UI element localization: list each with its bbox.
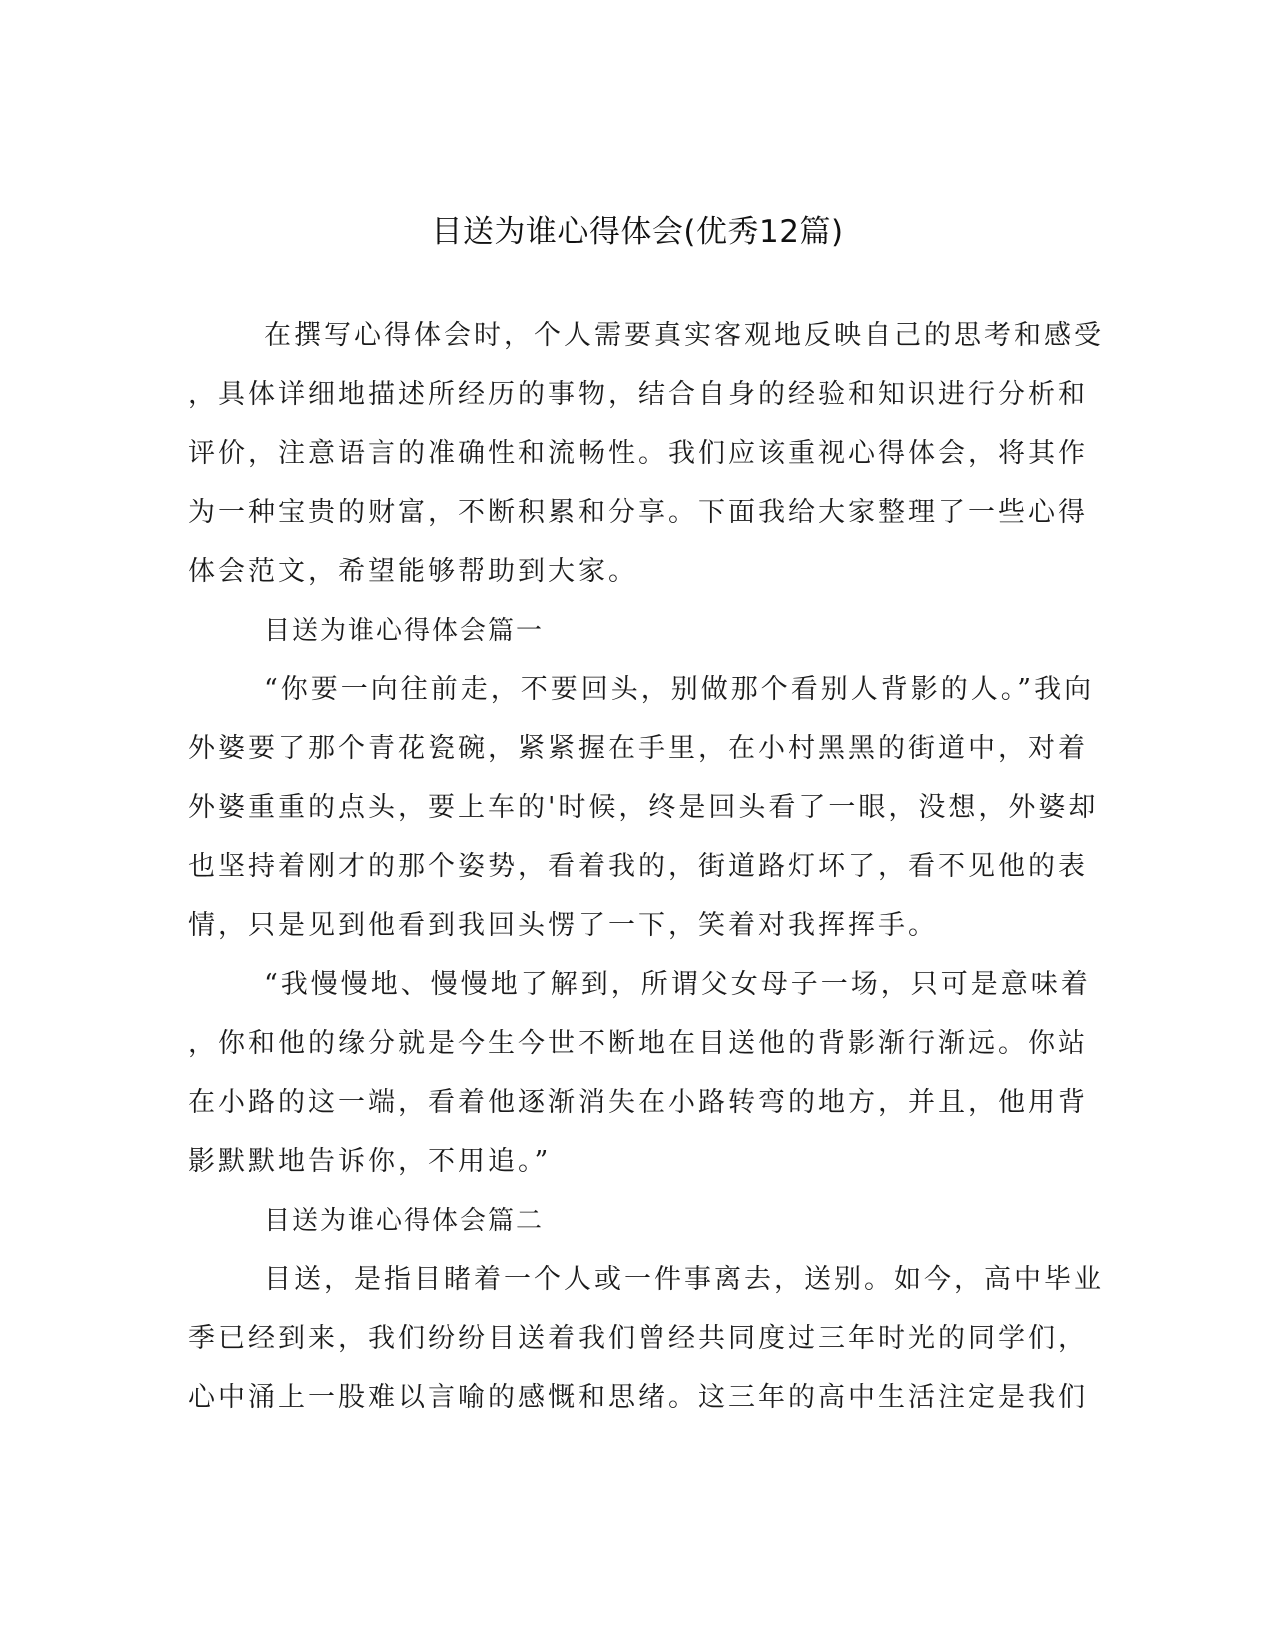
paragraph-line: 在小路的这一端，看着他逐渐消失在小路转弯的地方，并且，他用背 [188,1087,1088,1118]
paragraph-line: “你要一向往前走，不要回头，别做那个看别人背影的人。”我向 [264,674,1095,705]
paragraph-line: 外婆重重的点头，要上车的'时候，终是回头看了一眼，没想，外婆却 [188,792,1099,823]
paragraph-line: 体会范文，希望能够帮助到大家。 [188,556,638,587]
section-heading: 目送为谁心得体会篇二 [264,1206,545,1236]
paragraph-line: 心中涌上一股难以言喻的感慨和思绪。这三年的高中生活注定是我们 [188,1382,1088,1413]
paragraph-line: 也坚持着刚才的那个姿势，看着我的，街道路灯坏了，看不见他的表 [188,851,1088,882]
paragraph-line: “我慢慢地、慢慢地了解到，所谓父女母子一场，只可是意味着 [264,969,1091,1000]
paragraph-line: 外婆要了那个青花瓷碗，紧紧握在手里，在小村黑黑的街道中，对着 [188,733,1088,764]
paragraph-line: 季已经到来，我们纷纷目送着我们曾经共同度过三年时光的同学们， [188,1323,1088,1354]
section-heading: 目送为谁心得体会篇一 [264,616,545,646]
paragraph-line: 情，只是见到他看到我回头愣了一下，笑着对我挥挥手。 [188,910,938,941]
paragraph-line: 评价，注意语言的准确性和流畅性。我们应该重视心得体会，将其作 [188,438,1088,469]
paragraph-line: 影默默地告诉你，不用追。” [188,1146,552,1177]
paragraph-line: 目送，是指目睹着一个人或一件事离去，送别。如今，高中毕业 [264,1264,1104,1295]
paragraph-line: 在撰写心得体会时，个人需要真实客观地反映自己的思考和感受 [264,320,1104,351]
paragraph-line: ，你和他的缘分就是今生今世不断地在目送他的背影渐行渐远。你站 [188,1028,1088,1059]
document-title: 目送为谁心得体会(优秀12篇) [431,214,844,250]
paragraph-line: ，具体详细地描述所经历的事物，结合自身的经验和知识进行分析和 [188,379,1088,410]
paragraph-line: 为一种宝贵的财富，不断积累和分享。下面我给大家整理了一些心得 [188,497,1088,528]
